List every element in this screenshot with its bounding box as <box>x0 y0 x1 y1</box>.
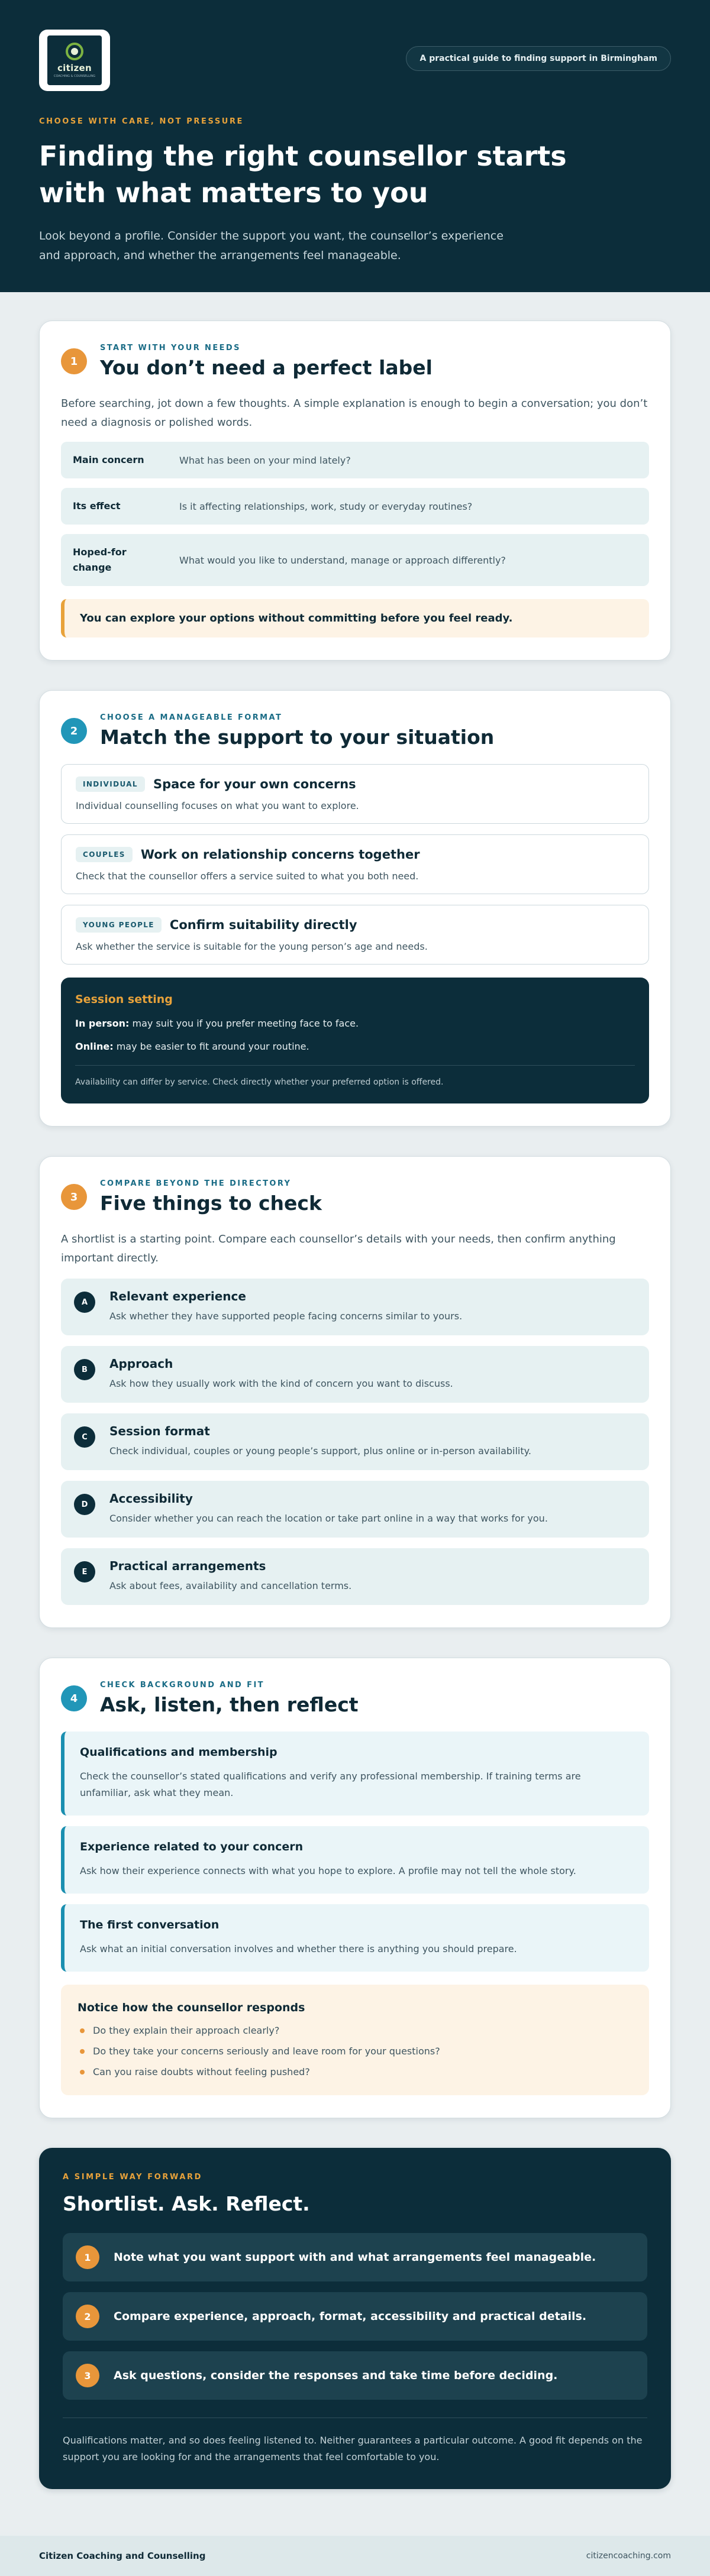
format-title: Confirm suitability directly <box>169 918 357 932</box>
logo-circle-icon <box>66 43 83 60</box>
in-person-line <box>75 1018 635 1029</box>
check-letter-badge: A <box>74 1292 95 1313</box>
availability-note: Availability can differ by service. Check directly whether your preferred option is offered. <box>75 1077 444 1087</box>
notice-list <box>78 2025 632 2077</box>
final-step <box>63 2292 647 2341</box>
section-intro: A shortlist is a starting point. Compare each counsellor’s details with your needs, then confirm anything important directly. <box>61 1233 616 1264</box>
section-header <box>61 1681 649 1716</box>
format-option-young-people <box>61 905 649 965</box>
section-eyebrow: CHOOSE A MANAGEABLE FORMAT <box>100 713 283 722</box>
reassurance-note: You can explore your options without committing before you feel ready. <box>61 599 649 637</box>
info-desc: Check the counsellor’s stated qualifications and verify any professional membership. If training terms are unfamiliar, ask what they mean. <box>80 1771 581 1798</box>
hero-eyebrow: CHOOSE WITH CARE, NOT PRESSURE <box>39 117 244 126</box>
section-format <box>39 690 671 1127</box>
prompt-question: What has been on your mind lately? <box>179 454 351 466</box>
in-person-text: may suit you if you prefer meeting face to face. <box>129 1018 359 1029</box>
check-letter-badge: C <box>74 1426 95 1448</box>
step-number: 2 <box>61 718 87 744</box>
info-item <box>61 1826 649 1894</box>
check-letter-badge: E <box>74 1561 95 1583</box>
prompt-label: Hoped-for change <box>73 546 127 573</box>
section-title: You don’t need a perfect label <box>100 356 433 379</box>
session-setting-title: Session setting <box>75 993 173 1006</box>
section-eyebrow: COMPARE BEYOND THE DIRECTORY <box>100 1179 292 1188</box>
notice-title: Notice how the counsellor responds <box>78 2001 305 2014</box>
section-header <box>61 1179 649 1215</box>
check-desc: Check individual, couples or young people’s support, plus online or in-person availability. <box>109 1445 531 1457</box>
page-subtitle: Look beyond a profile. Consider the support you want, the counsellor’s experience and approach, and whether the arrangements feel manageable. <box>39 229 504 262</box>
check-title: Relevant experience <box>109 1289 246 1303</box>
session-setting-box <box>61 978 649 1103</box>
footer-brand: Citizen Coaching and Counselling <box>39 2551 206 2561</box>
info-item <box>61 1904 649 1972</box>
page-title: Finding the right counsellor starts with what matters to you <box>39 140 567 209</box>
site-logo[interactable] <box>39 30 110 91</box>
logo-text: citizen <box>57 63 92 73</box>
final-eyebrow: A SIMPLE WAY FORWARD <box>63 2173 203 2182</box>
notice-bullet: Do they explain their approach clearly? <box>78 2025 632 2036</box>
format-title: Space for your own concerns <box>153 777 356 791</box>
check-desc: Consider whether you can reach the location or take part online in a way that works for you. <box>109 1513 548 1524</box>
online-label: Online: <box>75 1041 114 1052</box>
final-step <box>63 2233 647 2281</box>
final-step-text: Compare experience, approach, format, accessibility and practical details. <box>114 2310 587 2323</box>
final-step-number: 2 <box>76 2305 99 2328</box>
prompt-question: Is it affecting relationships, work, study or everyday routines? <box>179 500 473 512</box>
prompt-row <box>61 534 649 586</box>
section-checks <box>39 1156 671 1628</box>
prompt-label: Its effect <box>73 500 121 512</box>
check-item <box>61 1413 649 1470</box>
check-item <box>61 1279 649 1335</box>
prompt-label: Main concern <box>73 454 144 465</box>
final-step-number: 3 <box>76 2364 99 2387</box>
guide-pill: A practical guide to finding support in Birmingham <box>406 46 671 71</box>
prompt-row <box>61 442 649 478</box>
final-title: Shortlist. Ask. Reflect. <box>63 2192 310 2215</box>
notice-box <box>61 1985 649 2095</box>
check-item <box>61 1481 649 1538</box>
section-header <box>61 713 649 749</box>
check-desc: Ask whether they have supported people facing concerns similar to yours. <box>109 1310 463 1322</box>
info-title: The first conversation <box>80 1918 220 1931</box>
format-desc: Ask whether the service is suitable for the young person’s age and needs. <box>76 941 428 952</box>
step-number: 1 <box>61 348 87 374</box>
section-needs <box>39 321 671 661</box>
info-item <box>61 1732 649 1816</box>
step-number: 3 <box>61 1184 87 1210</box>
info-title: Experience related to your concern <box>80 1840 304 1853</box>
final-step <box>63 2351 647 2400</box>
final-footnote: Qualifications matter, and so does feeling listened to. Neither guarantees a particular outcome. A good fit depends on the support you are looking for and the arrangements that feel comfortable to you. <box>63 2435 643 2462</box>
online-line <box>75 1041 635 1052</box>
format-desc: Individual counselling focuses on what you want to explore. <box>76 800 359 811</box>
check-desc: Ask about fees, availability and cancellation terms. <box>109 1580 352 1591</box>
info-title: Qualifications and membership <box>80 1746 277 1759</box>
format-option-individual <box>61 764 649 824</box>
logo-mark-box <box>47 35 102 85</box>
site-footer <box>0 2536 710 2576</box>
section-eyebrow: CHECK BACKGROUND AND FIT <box>100 1681 264 1690</box>
info-desc: Ask what an initial conversation involves and whether there is anything you should prepare. <box>80 1943 517 1954</box>
check-letter-badge: B <box>74 1359 95 1380</box>
check-title: Accessibility <box>109 1491 193 1506</box>
section-header <box>61 344 649 379</box>
main-content <box>0 292 710 2489</box>
final-step-number: 1 <box>76 2245 99 2269</box>
prompt-question: What would you like to understand, manage or approach differently? <box>179 554 506 566</box>
format-tag: YOUNG PEOPLE <box>76 917 162 933</box>
format-tag: INDIVIDUAL <box>76 776 145 792</box>
section-intro: Before searching, jot down a few thoughts. A simple explanation is enough to begin a conversation; you don’t need a diagnosis or polished words. <box>61 397 648 429</box>
format-option-couples <box>61 834 649 894</box>
check-item <box>61 1346 649 1403</box>
final-step-text: Ask questions, consider the responses and take time before deciding. <box>114 2369 558 2382</box>
notice-bullet: Do they take your concerns seriously and leave room for your questions? <box>78 2046 632 2057</box>
footer-website-link[interactable]: citizencoaching.com <box>586 2551 671 2561</box>
check-item <box>61 1548 649 1605</box>
check-title: Approach <box>109 1357 173 1371</box>
divider <box>75 1065 635 1066</box>
notice-bullet: Can you raise doubts without feeling pushed? <box>78 2066 632 2077</box>
format-desc: Check that the counsellor offers a service suited to what you both need. <box>76 870 419 882</box>
final-step-text: Note what you want support with and what arrangements feel manageable. <box>114 2251 596 2264</box>
format-title: Work on relationship concerns together <box>140 847 420 862</box>
prompt-row <box>61 488 649 525</box>
logo-subtext: COACHING & COUNSELLING <box>54 75 95 78</box>
step-number: 4 <box>61 1685 87 1711</box>
section-title: Five things to check <box>100 1192 322 1215</box>
way-forward-panel <box>39 2148 671 2489</box>
section-title: Match the support to your situation <box>100 726 495 749</box>
format-tag: COUPLES <box>76 847 133 862</box>
check-letter-badge: D <box>74 1494 95 1515</box>
section-eyebrow: START WITH YOUR NEEDS <box>100 344 241 352</box>
online-text: may be easier to fit around your routine. <box>113 1041 309 1052</box>
section-title: Ask, listen, then reflect <box>100 1693 359 1716</box>
check-desc: Ask how they usually work with the kind of concern you want to discuss. <box>109 1378 453 1389</box>
info-desc: Ask how their experience connects with what you hope to explore. A profile may not tell the whole story. <box>80 1865 576 1876</box>
section-background-fit <box>39 1658 671 2118</box>
hero-header <box>0 0 710 292</box>
check-title: Session format <box>109 1424 210 1438</box>
in-person-label: In person: <box>75 1018 130 1029</box>
check-title: Practical arrangements <box>109 1559 266 1573</box>
